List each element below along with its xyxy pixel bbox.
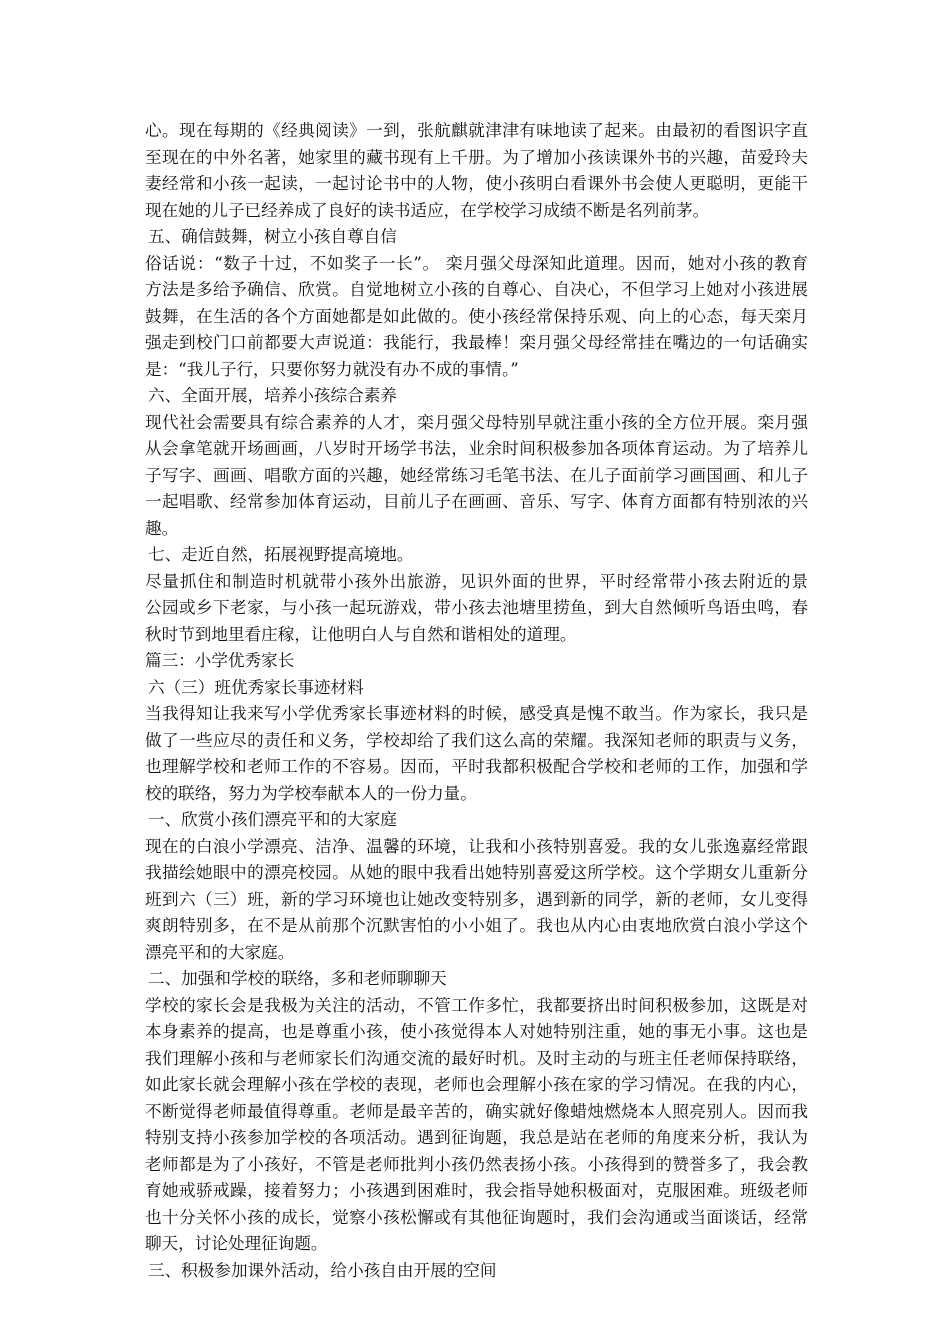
paragraph-line: 老师都是为了小孩好，不管是老师批判小孩仍然表扬小孩。小孩得到的赞誉多了，我会教 — [145, 1154, 808, 1174]
paragraph-line: 育她戒骄戒躁，接着努力；小孩遇到困难时，我会指导她积极面对，克服困难。班级老师 — [145, 1181, 808, 1200]
paragraph-line: 公园或乡下老家，与小孩一起玩游戏，带小孩去池塘里捞鱼，到大自然倾听鸟语虫鸣，春 — [145, 598, 808, 617]
section-heading: 二、加强和学校的联络，多和老师聊聊天 — [148, 969, 447, 988]
paragraph-line: 至现在的中外名著，她家里的藏书现有上千册。为了增加小孩读课外书的兴趣，苗爱玲夫 — [145, 147, 808, 167]
paragraph-line: 子写字、画画、唱歌方面的兴趣，她经常练习毛笔书法、在儿子面前学习画国画、和儿子 — [145, 465, 808, 485]
paragraph-line: 校的联络，努力为学校奉献本人的一份力量。 — [145, 783, 477, 803]
paragraph-line: 特别支持小孩参加学校的各项活动。遇到征询题，我总是站在老师的角度来分析，我认为 — [145, 1128, 808, 1147]
paragraph-line: 心。现在每期的《经典阅读》一到，张航麒就津津有味地读了起来。由最初的看图识字直 — [145, 121, 808, 140]
paragraph-line: 班到六（三）班，新的学习环境也让她改变特别多，遇到新的同学，新的老师，女儿变得 — [145, 889, 808, 909]
paragraph-line: 现在的白浪小学漂亮、洁净、温馨的环境，让我和小孩特别喜爱。我的女儿张逸嘉经常跟 — [145, 836, 808, 856]
paragraph-line: 做了一些应尽的责任和义务，学校却给了我们这么高的荣耀。我深知老师的职责与义务， — [145, 730, 808, 750]
paragraph-line: 妻经常和小孩一起读，一起讨论书中的人物，使小孩明白看课外书会使人更聪明，更能干 — [145, 174, 808, 193]
paragraph-line: 从会拿笔就开场画画，八岁时开场学书法，业余时间积极参加各项体育运动。为了培养儿 — [145, 439, 808, 458]
paragraph-line: 学校的家长会是我极为关注的活动，不管工作多忙，我都要挤出时间积极参加，这既是对 — [145, 995, 808, 1015]
paragraph-line: 我描绘她眼中的漂亮校园。从她的眼中我看出她特别喜爱这所学校。这个学期女儿重新分 — [145, 863, 808, 882]
paragraph-line: 也理解学校和老师工作的不容易。因而，平时我都积极配合学校和老师的工作，加强和学 — [145, 757, 808, 776]
document-body — [145, 118, 808, 1284]
paragraph-line: 爽朗特别多，在不是从前那个沉默害怕的小小姐了。我也从内心由衷地欣赏白浪小学这个 — [145, 916, 808, 935]
paragraph-line: 不断觉得老师最值得尊重。老师是最辛苦的，确实就好像蜡烛燃烧本人照亮别人。因而我 — [145, 1101, 808, 1121]
paragraph-line: 一起唱歌、经常参加体育运动，目前儿子在画画、音乐、写字、体育方面都有特别浓的兴 — [145, 492, 808, 511]
section-heading: 六、全面开展，培养小孩综合素养 — [148, 386, 397, 405]
paragraph-line: 当我得知让我来写小学优秀家长事迹材料的时候，感受真是愧不敢当。作为家长，我只是 — [145, 704, 808, 723]
document-title: 六（三）班优秀家长事迹材料 — [148, 677, 364, 697]
paragraph-line: 如此家长就会理解小孩在学校的表现，老师也会理解小孩在家的学习情况。在我的内心， — [145, 1075, 808, 1094]
paragraph-line: 现代社会需要具有综合素养的人才，栾月强父母特别早就注重小孩的全方位开展。栾月强 — [145, 412, 808, 432]
paragraph-line: 强走到校门口前都要大声说道：我能行，我最棒！栾月强父母经常挂在嘴边的一句话确实 — [145, 333, 808, 352]
paragraph-line: 俗话说：“数子十过，不如奖子一长”。 栾月强父母深知此道理。因而，她对小孩的教育 — [145, 253, 808, 273]
section-heading: 三、积极参加课外活动，给小孩自由开展的空间 — [148, 1260, 497, 1280]
paragraph-line: 是：“我儿子行，只要你努力就没有办不成的事情。” — [145, 359, 519, 379]
section-heading: 五、确信鼓舞，树立小孩自尊自信 — [148, 227, 397, 246]
chapter-heading: 篇三：小学优秀家长 — [145, 651, 295, 670]
paragraph-line: 聊天，讨论处理征询题。 — [145, 1234, 328, 1253]
section-heading: 七、走近自然，拓展视野提高境地。 — [148, 545, 414, 564]
paragraph-line: 秋时节到地里看庄稼，让他明白人与自然和谐相处的道理。 — [145, 624, 577, 644]
paragraph-line: 我们理解小孩和与老师家长们沟通交流的最好时机。及时主动的与班主任老师保持联络， — [145, 1048, 808, 1068]
paragraph-line: 鼓舞，在生活的各个方面她都是如此做的。使小孩经常保持乐观、向上的心态，每天栾月 — [145, 306, 808, 326]
paragraph-line: 也十分关怀小孩的成长，觉察小孩松懈或有其他征询题时，我们会沟通或当面谈话，经常 — [145, 1207, 808, 1227]
paragraph-line: 趣。 — [145, 518, 179, 538]
paragraph-line: 方法是多给予确信、欣赏。自觉地树立小孩的自尊心、自决心，不但学习上她对小孩进展 — [145, 280, 808, 299]
paragraph-line: 漂亮平和的大家庭。 — [145, 942, 295, 962]
paragraph-line: 尽量抓住和制造时机就带小孩外出旅游，见识外面的世界，平时经常带小孩去附近的景 — [145, 571, 808, 591]
paragraph-line: 本身素养的提高，也是尊重小孩，使小孩觉得本人对她特别注重，她的事无小事。这也是 — [145, 1022, 808, 1041]
section-heading: 一、欣赏小孩们漂亮平和的大家庭 — [148, 810, 397, 829]
paragraph-line: 现在她的儿子已经养成了良好的读书适应，在学校学习成绩不断是名列前茅。 — [145, 200, 710, 220]
